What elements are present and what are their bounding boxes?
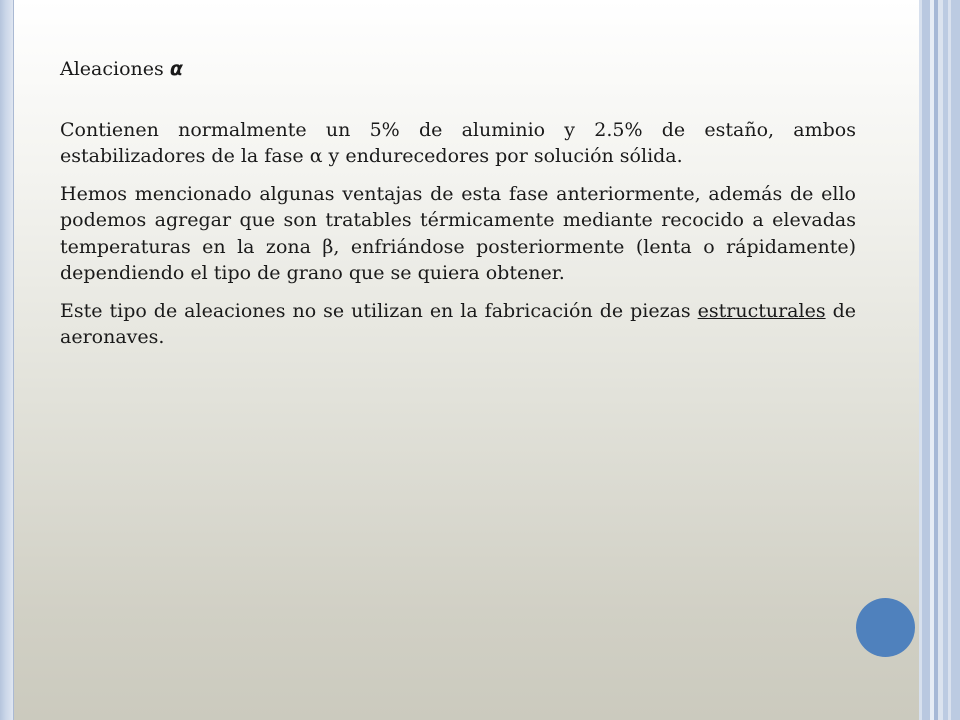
alpha-symbol: α bbox=[169, 58, 183, 80]
paragraph-usage bbox=[60, 298, 856, 351]
slide-heading bbox=[60, 56, 856, 83]
right-stripe bbox=[943, 0, 960, 720]
underlined-term: estructurales bbox=[697, 299, 826, 322]
usage-text-after: de aeronaves. bbox=[60, 299, 856, 348]
paragraph-composition: Contienen normalmente un 5% de aluminio y 2.5% de estaño, ambos estabilizadores de la fase α y endurecedores por solución sólida. bbox=[60, 118, 856, 167]
heading-text: Aleaciones bbox=[60, 58, 164, 80]
right-stripe bbox=[948, 0, 951, 720]
right-stripe bbox=[922, 0, 930, 720]
blue-circle-icon bbox=[856, 598, 915, 657]
slide-content bbox=[60, 56, 856, 362]
usage-text-before: Este tipo de aleaciones no se utilizan en la fabricación de piezas bbox=[60, 299, 698, 322]
left-border-decoration bbox=[0, 0, 14, 720]
paragraph-treatment: Hemos mencionado algunas ventajas de esta fase anteriormente, además de ello podemos agregar que son tratables térmicamente mediante recocido a elevadas temperaturas en la zona β, enfriándose posteriormente (lenta o rápidamente) dependiendo el tipo de grano que se quiera obtener. bbox=[60, 182, 856, 284]
